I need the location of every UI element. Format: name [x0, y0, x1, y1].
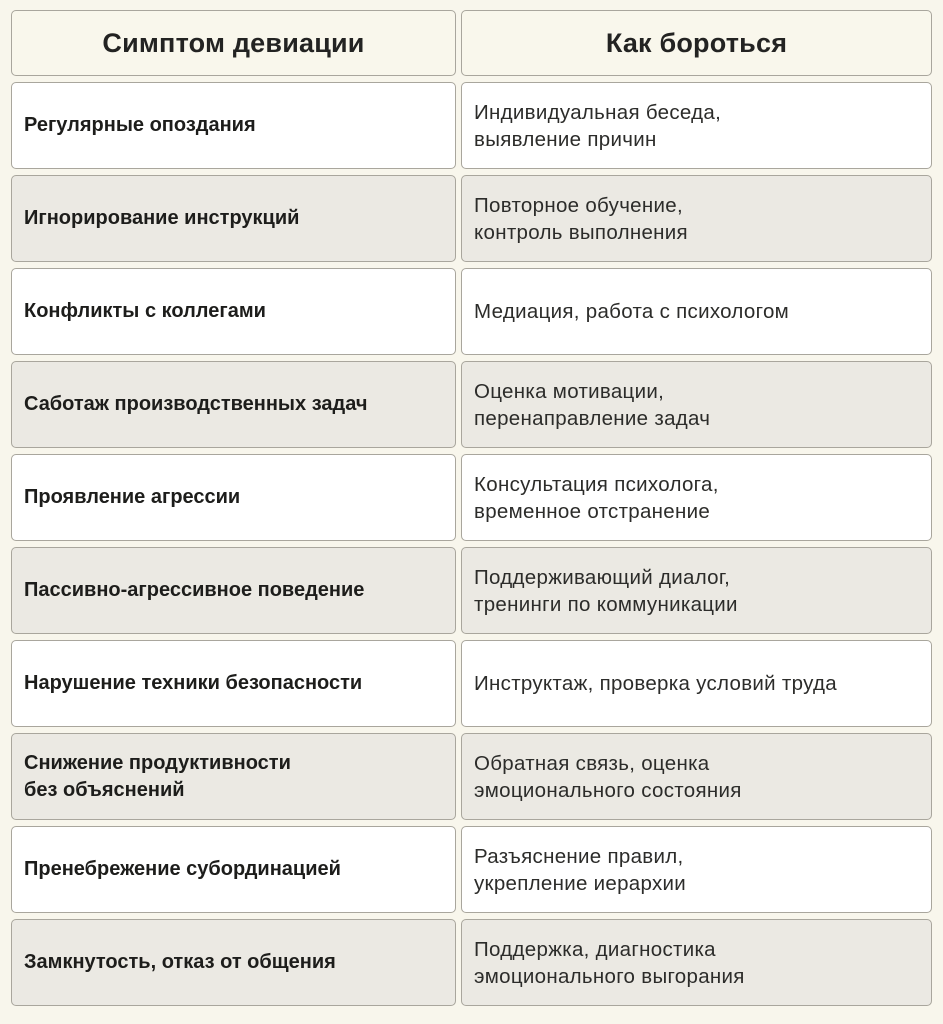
- header-symptom: Симптом девиации: [11, 10, 456, 76]
- action-cell: Консультация психолога, временное отстранение: [461, 454, 932, 541]
- symptom-cell: Нарушение техники безопасности: [11, 640, 456, 727]
- action-cell: Медиация, работа с психологом: [461, 268, 932, 355]
- action-cell: Оценка мотивации, перенаправление задач: [461, 361, 932, 448]
- symptom-cell: Пренебрежение субординацией: [11, 826, 456, 913]
- symptom-cell: Игнорирование инструкций: [11, 175, 456, 262]
- symptom-cell: Конфликты с коллегами: [11, 268, 456, 355]
- symptom-cell: Снижение продуктивности без объяснений: [11, 733, 456, 820]
- action-cell: Поддерживающий диалог, тренинги по коммуникации: [461, 547, 932, 634]
- symptom-cell: Саботаж производственных задач: [11, 361, 456, 448]
- symptom-cell: Замкнутость, отказ от общения: [11, 919, 456, 1006]
- action-cell: Обратная связь, оценка эмоционального состояния: [461, 733, 932, 820]
- action-cell: Инструктаж, проверка условий труда: [461, 640, 932, 727]
- symptom-cell: Регулярные опоздания: [11, 82, 456, 169]
- action-cell: Разъяснение правил, укрепление иерархии: [461, 826, 932, 913]
- action-cell: Индивидуальная беседа, выявление причин: [461, 82, 932, 169]
- action-cell: Поддержка, диагностика эмоционального выгорания: [461, 919, 932, 1006]
- action-cell: Повторное обучение, контроль выполнения: [461, 175, 932, 262]
- symptom-cell: Проявление агрессии: [11, 454, 456, 541]
- header-action: Как бороться: [461, 10, 932, 76]
- symptom-cell: Пассивно-агрессивное поведение: [11, 547, 456, 634]
